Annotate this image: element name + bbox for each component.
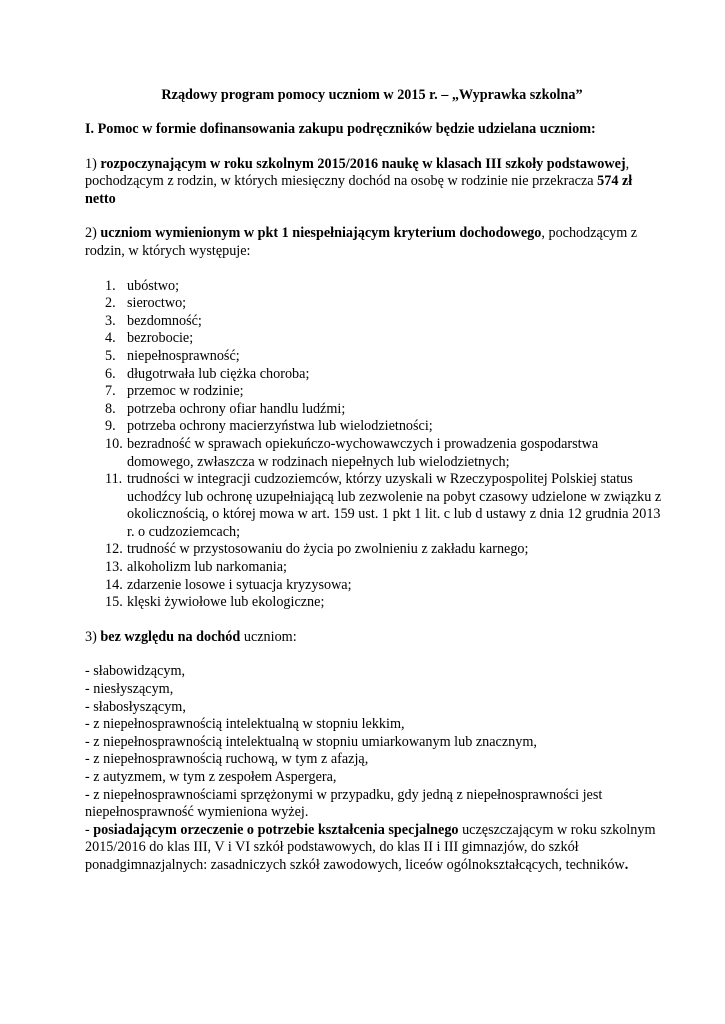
- point-2-bold: uczniom wymienionym w pkt 1 niespełniającym kryterium dochodowego: [100, 225, 542, 242]
- list-item-number: 7.: [105, 383, 116, 400]
- document-title: Rządowy program pomocy uczniom w 2015 r. – „Wyprawka szkolna”: [161, 87, 583, 103]
- special-education-end: .: [624, 856, 629, 873]
- list-item-text: ubóstwo;: [127, 277, 180, 294]
- list-item-text: klęski żywiołowe lub ekologiczne;: [127, 594, 325, 611]
- list-item-number: 4.: [105, 330, 116, 347]
- list-item: [85, 366, 665, 384]
- list-item: [85, 577, 665, 595]
- list-item: [85, 418, 665, 436]
- list-item: [85, 348, 665, 366]
- point-1-bold: rozpoczynającym w roku szkolnym 2015/2016 naukę w klasach III szkoły podstawowej: [100, 155, 626, 172]
- point-1-amount: 574 zł netto: [85, 173, 633, 207]
- list-item-text: alkoholizm lub narkomania;: [127, 559, 287, 576]
- point-1-number: 1): [85, 155, 97, 172]
- list-item-number: 13.: [105, 559, 123, 576]
- list-item-text: bezdomność;: [127, 312, 202, 329]
- list-item-text: bezrobocie;: [127, 330, 194, 347]
- list-item: [85, 313, 665, 331]
- list-item-number: 10.: [105, 435, 123, 452]
- list-item: [85, 330, 665, 348]
- list-item: - z niepełnosprawnościami sprzężonymi w przypadku, gdy jedną z niepełnosprawności jest niepełnosprawność wymieniona wyżej.: [85, 786, 603, 821]
- point-2-text: , pochodzącym z rodzin, w których występuje:: [85, 225, 638, 259]
- list-item: - słabowidzącym,: [85, 663, 186, 680]
- point-3-text: uczniom:: [240, 628, 297, 645]
- list-item-number: 1.: [105, 277, 116, 294]
- list-item-number: 12.: [105, 541, 123, 558]
- point-3: [85, 629, 665, 647]
- list-item-text: bezradność w sprawach opiekuńczo-wychowawczych i prowadzenia gospodarstwa domowego, zwłaszcza w rodzinach niepełnych lub wielodzietnych;: [127, 435, 599, 470]
- list-item-prefix: -: [85, 821, 94, 838]
- list-item-text: zdarzenie losowe i sytuacja kryzysowa;: [127, 576, 352, 593]
- list-item: [85, 295, 665, 313]
- disability-list: [85, 663, 665, 874]
- list-item-text: potrzeba ochrony ofiar handlu ludźmi;: [127, 400, 346, 417]
- section-heading: I. Pomoc w formie dofinansowania zakupu podręczników będzie udzielana uczniom:: [85, 121, 596, 137]
- list-item-text: niepełnosprawność;: [127, 347, 240, 364]
- point-3-bold: bez względu na dochód: [100, 628, 241, 645]
- criteria-list: [85, 278, 665, 612]
- point-2: [85, 225, 665, 260]
- point-2-number: 2): [85, 225, 97, 242]
- list-item-number: 2.: [105, 295, 116, 312]
- list-item: [85, 436, 665, 471]
- list-item-text: trudności w integracji cudzoziemców, którzy uzyskali w Rzeczypospolitej Polskiej status uchodźcy lub ochronę uzupełniającą lub zezwolenie na pobyt czasowy udzielone w związku z okolicznością, o której mowa w art. 159 ust. 1 pkt 1 lit. c lub d ustawy z dnia 12 grudnia 2013 r. o cudzoziemcach;: [127, 471, 662, 540]
- list-item-number: 15.: [105, 594, 123, 611]
- list-item-number: 3.: [105, 312, 116, 329]
- document-page: [85, 86, 665, 875]
- list-item: [85, 278, 665, 296]
- list-item: [85, 594, 665, 612]
- point-3-number: 3): [85, 628, 97, 645]
- list-item-special-education: [85, 822, 665, 875]
- list-item-number: 11.: [105, 471, 123, 488]
- list-item: [85, 541, 665, 559]
- list-item: - z niepełnosprawnością intelektualną w stopniu lekkim,: [85, 716, 405, 733]
- list-item: [85, 401, 665, 419]
- list-item-text: przemoc w rodzinie;: [127, 383, 244, 400]
- special-education-bold: posiadającym orzeczenie o potrzebie kształcenia specjalnego: [93, 821, 459, 838]
- list-item: - z niepełnosprawnością ruchową, w tym z afazją,: [85, 751, 369, 768]
- point-1-text: , pochodzącym z rodzin, w których miesięczny dochód na osobę w rodzinie nie przekracza: [85, 155, 630, 190]
- special-education-text: uczęszczającym w roku szkolnym 2015/2016 do klas III, V i VI szkół podstawowych, do klas II i III gimnazjów, do szkół ponadgimnazjalnych: zasadniczych szkół zawodowych, liceów ogólnokształcących, techników: [85, 821, 656, 873]
- list-item-text: potrzeba ochrony macierzyństwa lub wielodzietności;: [127, 418, 433, 435]
- list-item-number: 9.: [105, 418, 116, 435]
- list-item: [85, 559, 665, 577]
- list-item: [85, 471, 665, 541]
- list-item: - słabosłyszącym,: [85, 698, 186, 715]
- list-item: - niesłyszącym,: [85, 681, 174, 698]
- list-item-number: 5.: [105, 347, 116, 364]
- point-1: [85, 156, 665, 209]
- list-item-number: 6.: [105, 365, 116, 382]
- list-item: - z niepełnosprawnością intelektualną w stopniu umiarkowanym lub znacznym,: [85, 733, 537, 750]
- list-item-number: 8.: [105, 400, 116, 417]
- list-item: - z autyzmem, w tym z zespołem Aspergera,: [85, 769, 337, 785]
- list-item-text: trudność w przystosowaniu do życia po zwolnieniu z zakładu karnego;: [127, 541, 529, 558]
- list-item: [85, 383, 665, 401]
- list-item-number: 14.: [105, 576, 123, 593]
- list-item-text: sieroctwo;: [127, 295, 187, 312]
- list-item-text: długotrwała lub ciężka choroba;: [127, 365, 310, 382]
